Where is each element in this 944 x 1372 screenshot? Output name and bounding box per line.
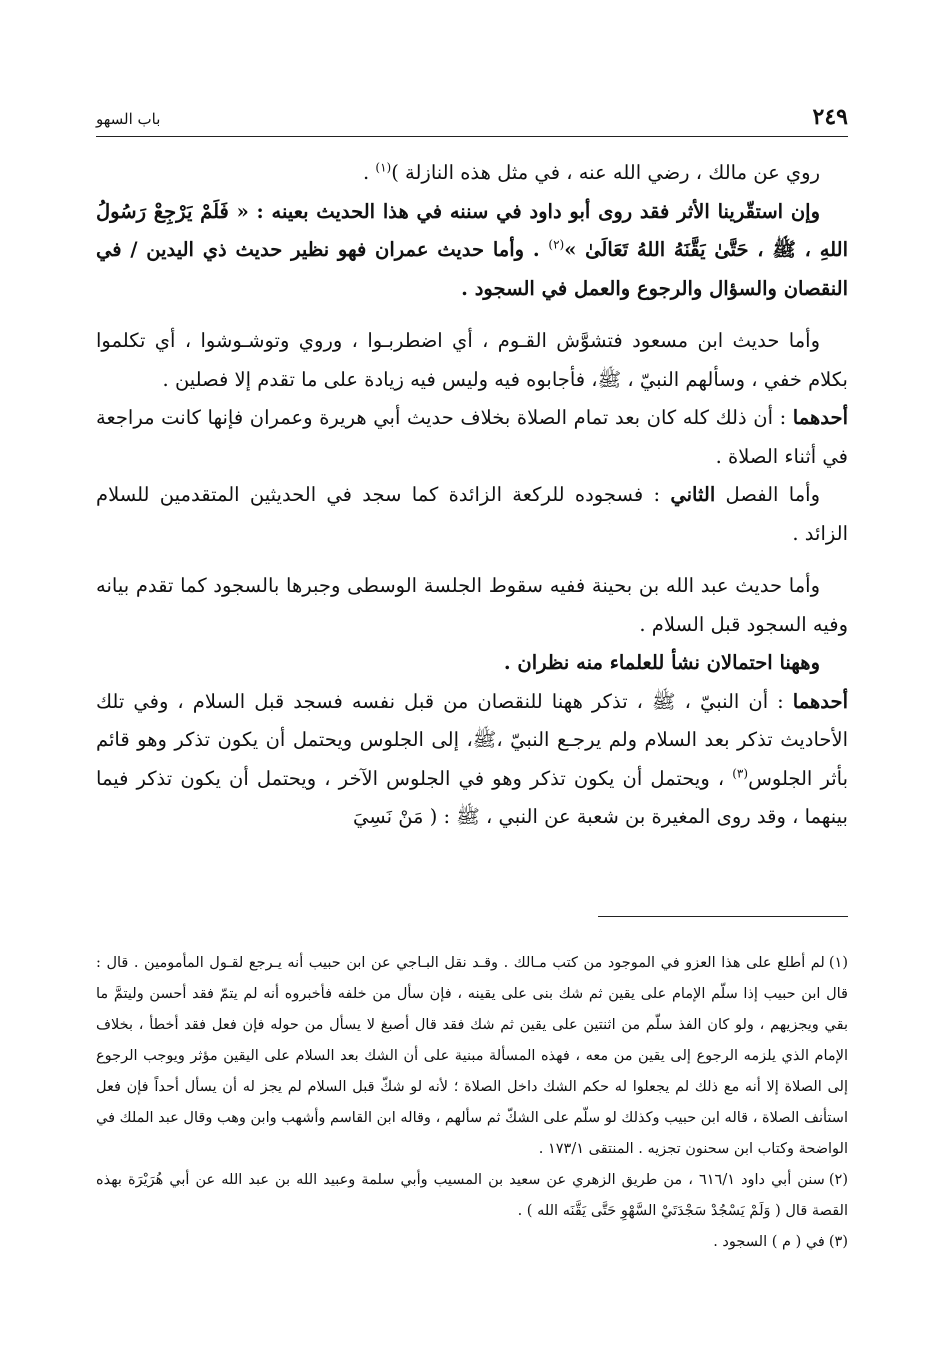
page-header	[96, 102, 848, 137]
footnote-ref-2: (٢)	[548, 237, 565, 252]
paragraph-5-label: الثاني	[670, 483, 716, 506]
paragraph-8-text: : أن النبيّ ، ﷺ ، تذكر ههنا للنقصان من قبل نفسه فسجد قبل السلام ، وفي تلك الأحاديث تذكر بعد السلام ولم يرجـع النبيّ ،ﷺ، إلى الجلوس ويحتمل أن يكون تذكر وهو قائم بأثر الجلوس	[96, 689, 848, 790]
paragraph-2-text: وإن استقّرينا الأثر فقد روى أبو داود في سننه في هذا الحديث بعينه : « فَلَمْ يَرْجِعْ رَسُولُ اللهِ ، ﷺ ، حَتَّىٰ يَقَّنَهُ اللهُ تَعَالَىٰ »	[96, 199, 848, 261]
footnote-1-text: لم أطلع على هذا العزو في الموجود من كتب مـالك . وقـد نقل البـاجي عن ابن حبيب أنه يـرجع لقـول المأمومين . قال : قال ابن حبيب إذا سلّم الإمام على يقين ثم شك بنى على يقينه ، فإن سأل من خلفه فأخبروه أنه لم يتمّ فقد أحسن وليتمَّ ما بقي ويجزيهم ، ولو كان الفذ سلّم من اثنتين على يقين ثم شك فقد قال أصبغ لا يسأل من حوله فإن فعل فقد أخطأ ، بخلاف الإمام الذي يلزمه الرجوع إلى يقين من معه ، فهذه المسألة مبنية على أن الشك بعد السلام على اليقين مؤثر ويوجب الرجوع إلى الصلاة إلا أنه مع ذلك لم يجعلوا له حكم الشك داخل الصلاة ؛ لأنه لو شكّ قبل السلام لم يجز له أن يسأل أحداً فإن فعل استأنف الصلاة ، قاله ابن حبيب وكذلك لو سلّم على الشكّ ثم سألهم ، وقاله ابن القاسم وأشهب وابن وهب وقال عبد الملك في الواضحة وكتاب ابن سحنون تجزيه . المنتقى ١٧٣/١ .	[96, 955, 848, 1157]
footnotes	[96, 948, 848, 1258]
paragraph-5-text: : فسجوده للركعة الزائدة كما سجد في الحديثين المتقدمين للسلام الزائد .	[96, 483, 848, 545]
paragraph-7: وههنا احتمالان نشأ للعلماء منه نظران .	[503, 651, 820, 674]
footnote-ref-1: (١)	[375, 160, 392, 175]
page-number: ٢٤٩	[812, 104, 848, 130]
footnote-divider	[598, 916, 848, 917]
paragraph-4-text: : أن ذلك كله كان بعد تمام الصلاة بخلاف حديث أبي هريرة وعمران فإنها كانت مراجعة في أثناء الصلاة .	[96, 406, 848, 468]
paragraph-2-end: . وأما حديث عمران فهو نظير حديث ذي اليدين / في النقصان والسؤال والرجوع والعمل في السجود .	[96, 238, 848, 300]
paragraph-8-label: أحدهما	[792, 689, 848, 713]
footnote-2	[96, 1165, 848, 1227]
footnote-3-number: (٣)	[828, 1234, 848, 1250]
paragraph-5	[96, 476, 848, 553]
main-text	[96, 154, 848, 837]
footnote-3	[96, 1227, 848, 1258]
footnote-3-text: في ( م ) السجود .	[713, 1234, 825, 1250]
paragraph-8	[96, 683, 848, 837]
paragraph-1-end: .	[362, 161, 376, 184]
footnote-1	[96, 948, 848, 1165]
paragraph-4-label: أحدهما	[792, 406, 848, 429]
paragraph-5-prefix: وأما الفصل	[715, 483, 820, 506]
running-head: باب السهو	[96, 110, 161, 128]
footnote-2-text: سنن أبي داود ٦١٦/١ ، من طريق الزهري عن سعيد بن المسيب وأبي سلمة وعبيد الله بن عبد الله عن أبي هُرَيْرَة بهذه القصة قال ( وَلَمْ يَسْجُدْ سَجْدَتَيْ السَّهْوِ حَتَّى يَقَّنَه الله ) .	[96, 1172, 848, 1219]
paragraph-2	[96, 193, 848, 309]
footnote-1-number: (١)	[828, 955, 848, 971]
paragraph-4	[96, 399, 848, 476]
paragraph-8-end: ، ويحتمل أن يكون تذكر وهو في الجلوس الآخر ، ويحتمل أن يكون تذكر فيما بينهما ، وقد روى المغيرة بن شعبة عن النبي ، ﷺ : ( مَنْ نَسِيَ	[96, 766, 848, 828]
footnote-2-number: (٢)	[828, 1172, 848, 1188]
paragraph-1-text: روي عن مالك ، رضي الله عنه ، في مثل هذه النازلة )	[391, 161, 820, 184]
paragraph-3: وأما حديث ابن مسعود فتشوَّش القـوم ، أي اضطربـوا ، وروي وتوشـوشوا ، أي تكلموا بكلام خفي ، وسألهم النبيّ ، ﷺ، فأجابوه فيه وليس فيه زيادة على ما تقدم إلا فصلين .	[96, 329, 848, 391]
footnote-ref-3: (٣)	[732, 766, 749, 780]
paragraph-6: وأما حديث عبد الله بن بحينة ففيه سقوط الجلسة الوسطى وجبرها بالسجود كما تقدم بيانه وفيه السجود قبل السلام .	[96, 574, 848, 636]
paragraph-1	[96, 154, 848, 193]
